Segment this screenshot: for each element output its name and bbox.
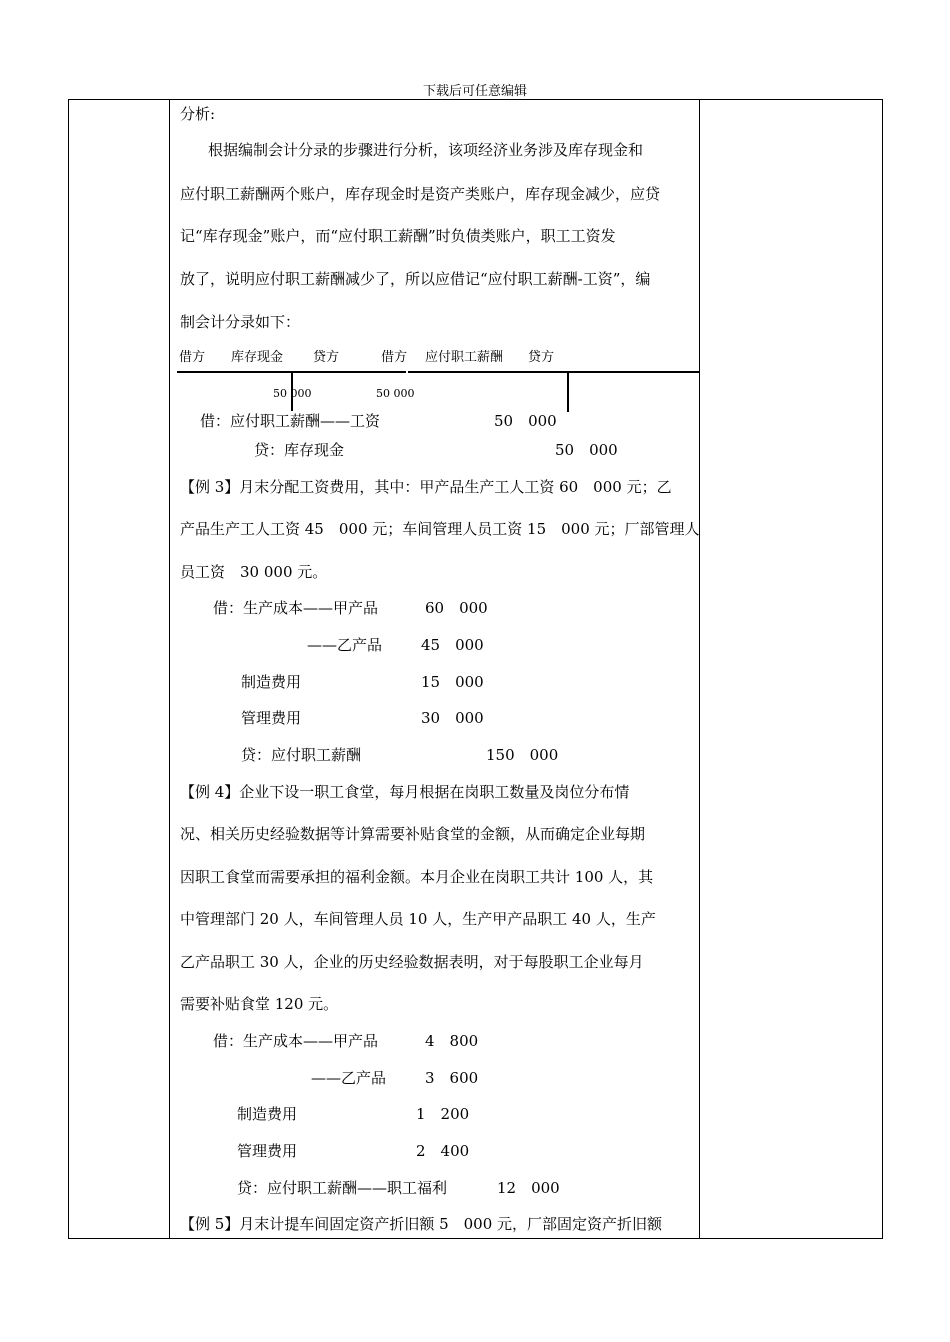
- t-account-debit-label: 借方: [179, 350, 206, 365]
- example4-line: 况、相关历史经验数据等计算需要补贴食堂的金额，从而确定企业每期: [180, 825, 646, 843]
- analysis-line: 放了，说明应付职工薪酬减少了，所以应借记“应付职工薪酬-工资”，编: [180, 270, 651, 288]
- example4-line: 中管理部门 20 人，车间管理人员 10 人，生产甲产品职工 40 人，生产: [180, 910, 656, 928]
- journal-entry-amount: 15 000: [421, 673, 484, 691]
- t-account-credit-label: 贷方: [528, 350, 555, 365]
- journal-entry-amount: 30 000: [421, 709, 484, 727]
- example4-line: 因职工食堂而需要承担的福利金额。本月企业在岗职工共计 100 人，其: [180, 868, 654, 886]
- journal-entry-label: 管理费用: [241, 709, 302, 727]
- analysis-line: 记“库存现金”账户，而“应付职工薪酬”时负债类账户，职工工资发: [180, 227, 616, 245]
- t-account-credit-label: 贷方: [313, 350, 340, 365]
- journal-entry-label: 贷：应付职工薪酬: [241, 746, 362, 764]
- example3-line: 【例 3】月末分配工资费用，其中：甲产品生产工人工资 60 000 元；乙: [180, 478, 672, 496]
- journal-entry-label: ——乙产品: [307, 636, 383, 654]
- journal-entry-amount: 1 200: [416, 1105, 470, 1123]
- journal-entry-amount: 12 000: [497, 1179, 560, 1197]
- journal-entry-amount: 45 000: [421, 636, 484, 654]
- journal-entry-label: 制造费用: [241, 673, 302, 691]
- journal-entry-label: 贷：应付职工薪酬——职工福利: [237, 1179, 448, 1197]
- journal-entry-amount: 50 000: [494, 412, 557, 430]
- t-account-debit-amount: 50 000: [376, 387, 415, 400]
- journal-entry-amount: 4 800: [425, 1032, 479, 1050]
- column-divider-left: [169, 100, 170, 1238]
- journal-entry-amount: 150 000: [486, 746, 559, 764]
- page-header: 下载后可任意编辑: [422, 84, 527, 99]
- t-account-credit-amount: 50 000: [273, 387, 312, 400]
- journal-entry-label: 借：生产成本——甲产品: [213, 599, 379, 617]
- example3-line: 产品生产工人工资 45 000 元；车间管理人员工资 15 000 元；厂部管理人: [180, 520, 700, 538]
- journal-entry-amount: 60 000: [425, 599, 488, 617]
- analysis-line: 制会计分录如下：: [180, 313, 301, 331]
- t-account-name: 应付职工薪酬: [425, 350, 504, 365]
- example4-line: 【例 4】企业下设一职工食堂，每月根据在岗职工数量及岗位分布情: [180, 783, 630, 801]
- journal-entry-label: ——乙产品: [311, 1069, 387, 1087]
- analysis-title: 分析:: [180, 105, 216, 123]
- example5-line: 【例 5】月末计提车间固定资产折旧额 5 000 元，厂部固定资产折旧额: [180, 1215, 663, 1233]
- journal-entry-amount: 2 400: [416, 1142, 470, 1160]
- journal-entry-label: 管理费用: [237, 1142, 298, 1160]
- t-account-vertical-line: [567, 371, 569, 412]
- example3-line: 员工资 30 000 元。: [180, 563, 328, 581]
- t-account-name: 库存现金: [231, 350, 284, 365]
- journal-entry-debit: 借：应付职工薪酬——工资: [200, 412, 381, 430]
- example4-line: 乙产品职工 30 人，企业的历史经验数据表明，对于每股职工企业每月: [180, 953, 644, 971]
- t-account-debit-label: 借方: [381, 350, 408, 365]
- journal-entry-credit: 贷：库存现金: [254, 441, 345, 459]
- journal-entry-label: 借：生产成本——甲产品: [213, 1032, 379, 1050]
- analysis-line: 根据编制会计分录的步骤进行分析，该项经济业务涉及库存现金和: [208, 141, 644, 159]
- analysis-line: 应付职工薪酬两个账户，库存现金时是资产类账户，库存现金减少，应贷: [180, 185, 661, 203]
- column-divider-right: [699, 100, 700, 1238]
- example4-line: 需要补贴食堂 120 元。: [180, 995, 339, 1013]
- journal-entry-amount: 3 600: [425, 1069, 479, 1087]
- t-account-horizontal-line: [408, 371, 699, 373]
- journal-entry-label: 制造费用: [237, 1105, 298, 1123]
- journal-entry-amount: 50 000: [555, 441, 618, 459]
